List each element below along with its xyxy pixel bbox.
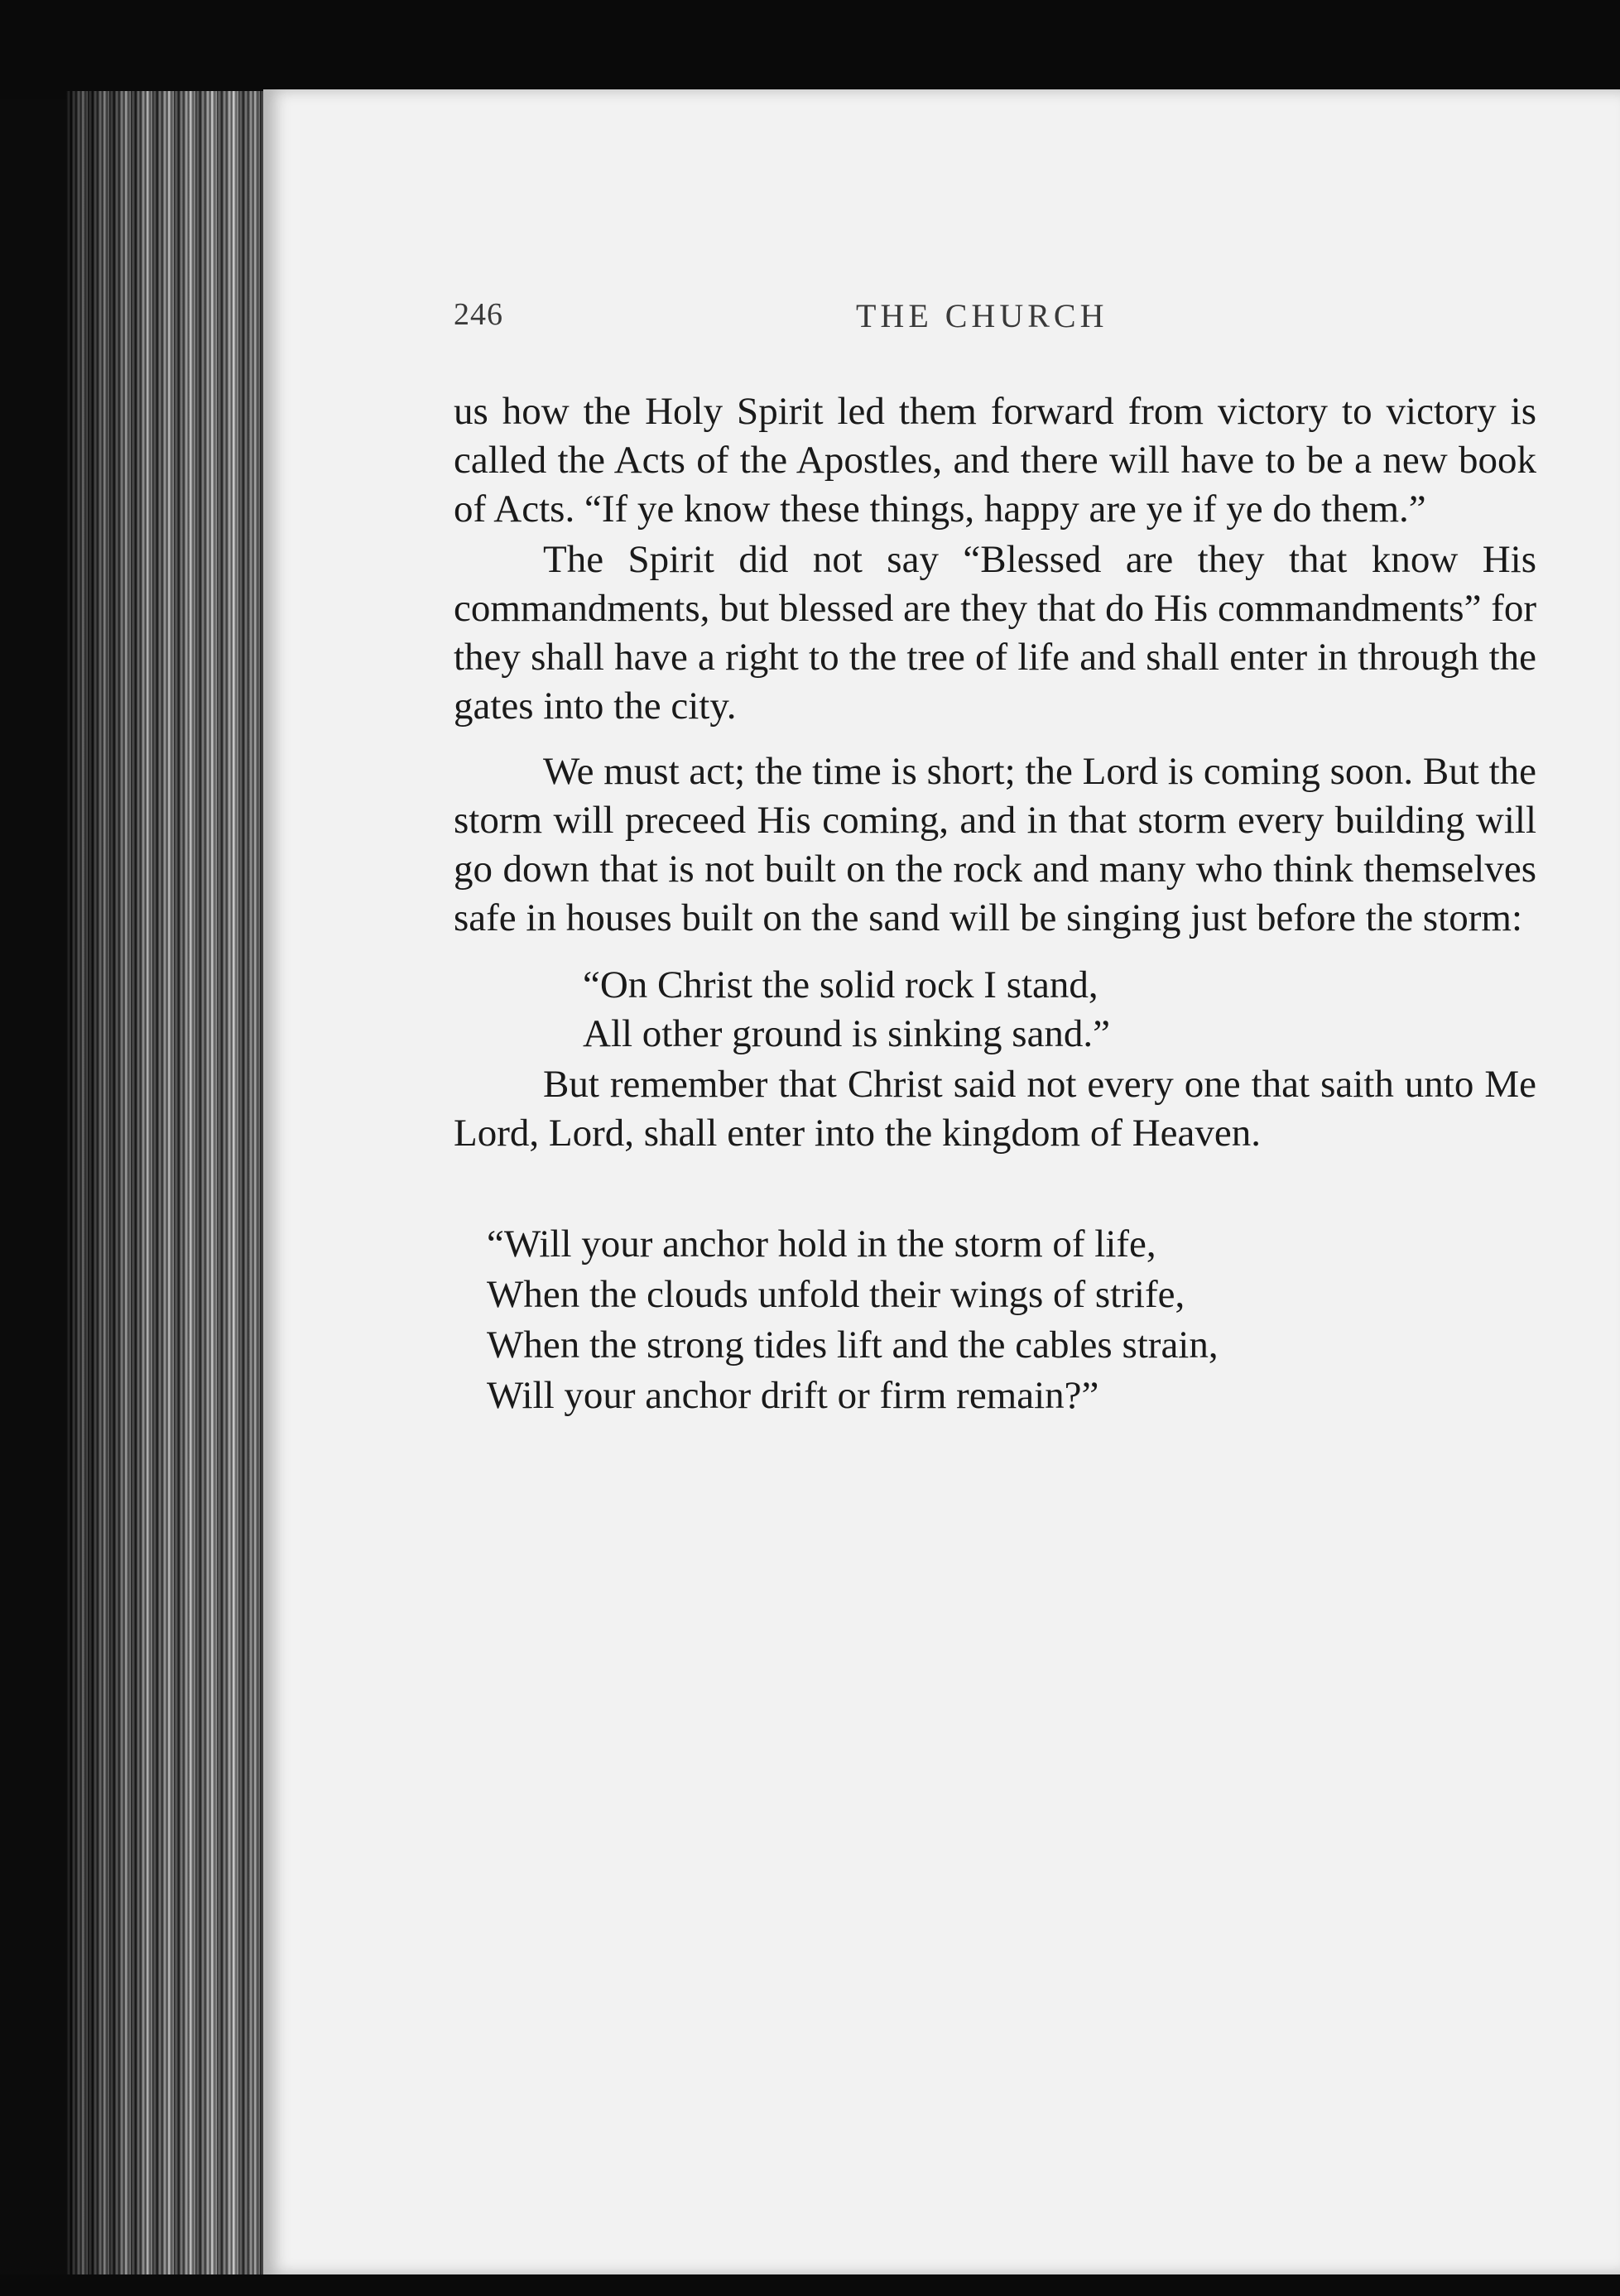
scan-background-bottom [0, 2274, 1620, 2296]
poem-line-3: When the strong tides lift and the cables strain, [487, 1323, 1219, 1367]
running-head [454, 296, 1546, 346]
running-title: THE CHURCH [856, 297, 1108, 334]
paragraph-2: The Spirit did not say “Blessed are they that know His commandments, but blessed are they that do His commandments” for they shall have a right to the tree of life and shall enter in through the gates into the city. [454, 538, 1536, 728]
anchor-poem [487, 1219, 1536, 1421]
book-page-edges [66, 91, 265, 2276]
paragraph-1: us how the Holy Spirit led them forward from victory to victory is called the Acts of the Apostles, and there will have to be a new book of Acts. “If ye know these things, happy are ye if ye do them.” [454, 390, 1536, 531]
hymn-quote [583, 961, 1536, 1059]
poem-line-4: Will your anchor drift or firm remain?” [487, 1374, 1099, 1417]
paragraph-3: We must act; the time is short; the Lord is coming soon. But the storm will preceed His coming, and in that storm every building will go down that is not built on the rock and many who think themselves safe in houses built on the sand will be singing just before the storm: [454, 750, 1536, 939]
hymn-quote-line-2: All other ground is sinking sand.” [583, 1012, 1111, 1055]
paragraph-4: But remember that Christ said not every one that saith unto Me Lord, Lord, shall enter into the kingdom of Heaven. [454, 1063, 1536, 1155]
poem-line-1: “Will your anchor hold in the storm of life, [487, 1222, 1156, 1266]
page-number: 246 [454, 297, 503, 332]
scan-background-top [0, 0, 1620, 99]
page-body [454, 387, 1536, 1421]
poem-line-2: When the clouds unfold their wings of strife, [487, 1273, 1185, 1316]
hymn-quote-line-1: “On Christ the solid rock I stand, [583, 963, 1098, 1006]
